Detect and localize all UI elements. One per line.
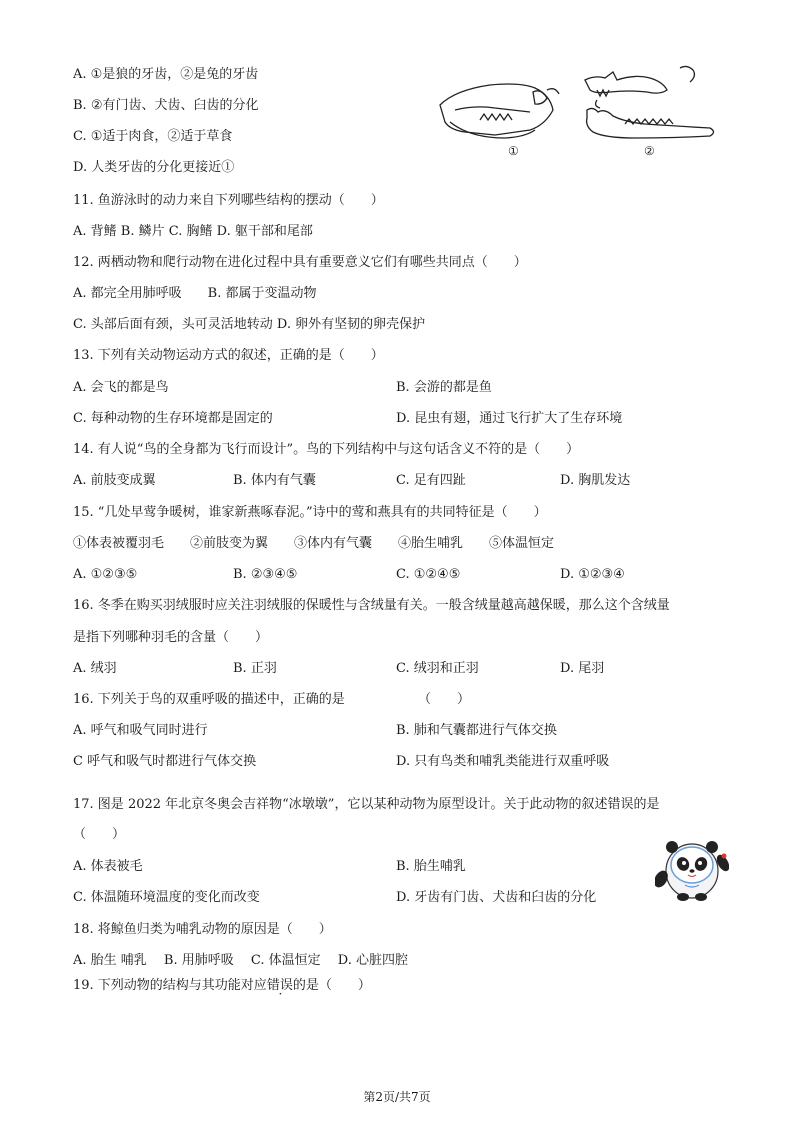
mascot-image bbox=[655, 835, 729, 901]
q13-option-d: D. 昆虫有翅，通过飞行扩大了生存环境 bbox=[396, 411, 623, 426]
q16b-answer-paren: （ ） bbox=[418, 692, 471, 707]
q13-option-a: A. 会飞的都是鸟 bbox=[73, 380, 169, 395]
q17-stem-line2: （ ） bbox=[73, 827, 126, 842]
q13-option-c: C. 每种动物的生存环境都是固定的 bbox=[73, 411, 273, 426]
q14-stem: 14. 有人说“鸟的全身都为飞行而设计”。鸟的下列结构中与这句话含义不符的是（ ） bbox=[73, 442, 580, 457]
q16b-option-a: A. 呼气和吸气同时进行 bbox=[73, 723, 208, 738]
q10-option-b: B. ②有门齿、犬齿、臼齿的分化 bbox=[73, 98, 259, 113]
figure-caption-1: ① bbox=[508, 144, 519, 158]
q16b-option-c: C 呼气和吸气时都进行气体交换 bbox=[73, 754, 257, 769]
figure-caption-2: ② bbox=[644, 144, 655, 158]
q12-options-line1: A. 都完全用肺呼吸 B. 都属于变温动物 bbox=[73, 286, 317, 301]
q17-option-c: C. 体温随环境温度的变化而改变 bbox=[73, 890, 260, 905]
q15-option-d: D. ①②③④ bbox=[560, 567, 625, 582]
q16a-option-b: B. 正羽 bbox=[233, 661, 277, 676]
q10-option-d: D. 人类牙齿的分化更接近① bbox=[73, 160, 235, 175]
q13-stem: 13. 下列有关动物运动方式的叙述，正确的是（ ） bbox=[73, 348, 384, 363]
q15-option-a: A. ①②③⑤ bbox=[73, 567, 138, 582]
q16a-stem-line2: 是指下列哪种羽毛的含量（ ） bbox=[73, 630, 269, 645]
q17-option-a: A. 体表被毛 bbox=[73, 859, 143, 874]
q13-option-b: B. 会游的都是鱼 bbox=[396, 380, 492, 395]
page-number: 第2页/共7页 bbox=[363, 1090, 431, 1104]
q16b-option-d: D. 只有鸟类和哺乳类能进行双重呼吸 bbox=[396, 754, 610, 769]
q17-option-b: B. 胎生哺乳 bbox=[396, 859, 466, 874]
q17-option-d: D. 牙齿有门齿、犬齿和臼齿的分化 bbox=[396, 890, 597, 905]
q14-option-d: D. 胸肌发达 bbox=[560, 473, 631, 488]
q11-stem: 11. 鱼游泳时的动力来自下列哪些结构的摆动（ ） bbox=[73, 193, 384, 208]
q18-options: A. 胎生 哺乳 B. 用肺呼吸 C. 体温恒定 D. 心脏四腔 bbox=[73, 953, 408, 968]
q16a-option-a: A. 绒羽 bbox=[73, 661, 117, 676]
q15-option-b: B. ②③④⑤ bbox=[233, 567, 298, 582]
q19-stem-emphasis: 错误 bbox=[266, 978, 293, 993]
q10-option-a: A. ①是狼的牙齿，②是兔的牙齿 bbox=[73, 67, 259, 82]
q10-option-c: C. ①适于肉食，②适于草食 bbox=[73, 129, 233, 144]
q11-options: A. 背鳍 B. 鳞片 C. 胸鳍 D. 躯干部和尾部 bbox=[73, 224, 313, 239]
teeth-figure bbox=[435, 60, 735, 160]
q18-stem: 18. 将鲸鱼归类为哺乳动物的原因是（ ） bbox=[73, 922, 332, 937]
q17-stem-line1: 17. 图是 2022 年北京冬奥会吉祥物“冰墩墩”，它以某种动物为原型设计。关于此动物的叙述错误的是 bbox=[73, 797, 660, 812]
q19-stem-pre: 19. 下列动物的结构与其功能对应 bbox=[73, 978, 267, 993]
q15-items: ①体表被覆羽毛 ②前肢变为翼 ③体内有气囊 ④胎生哺乳 ⑤体温恒定 bbox=[73, 536, 555, 551]
q12-stem: 12. 两栖动物和爬行动物在进化过程中具有重要意义它们有哪些共同点（ ） bbox=[73, 255, 527, 270]
q16a-option-d: D. 尾羽 bbox=[560, 661, 605, 676]
q14-option-b: B. 体内有气囊 bbox=[233, 473, 316, 488]
q16a-stem-line1: 16. 冬季在购买羽绒服时应关注羽绒服的保暖性与含绒量有关。一般含绒量越高越保暖，那么这个含绒量 bbox=[73, 598, 670, 613]
q19-stem-post: 的是（ ） bbox=[292, 978, 371, 993]
q14-option-a: A. 前肢变成翼 bbox=[73, 473, 156, 488]
q16b-stem: 16. 下列关于鸟的双重呼吸的描述中，正确的是 bbox=[73, 692, 345, 707]
q15-stem: 15. “几处早莺争暖树，谁家新燕啄春泥。”诗中的莺和燕具有的共同特征是（ ） bbox=[73, 505, 547, 520]
q14-option-c: C. 足有四趾 bbox=[396, 473, 466, 488]
q19-stem bbox=[73, 977, 371, 995]
q16a-option-c: C. 绒羽和正羽 bbox=[396, 661, 479, 676]
q15-option-c: C. ①②④⑤ bbox=[396, 567, 461, 582]
q16b-option-b: B. 肺和气囊都进行气体交换 bbox=[396, 723, 557, 738]
q12-options-line2: C. 头部后面有颈，头可灵活地转动 D. 卵外有坚韧的卵壳保护 bbox=[73, 317, 426, 332]
